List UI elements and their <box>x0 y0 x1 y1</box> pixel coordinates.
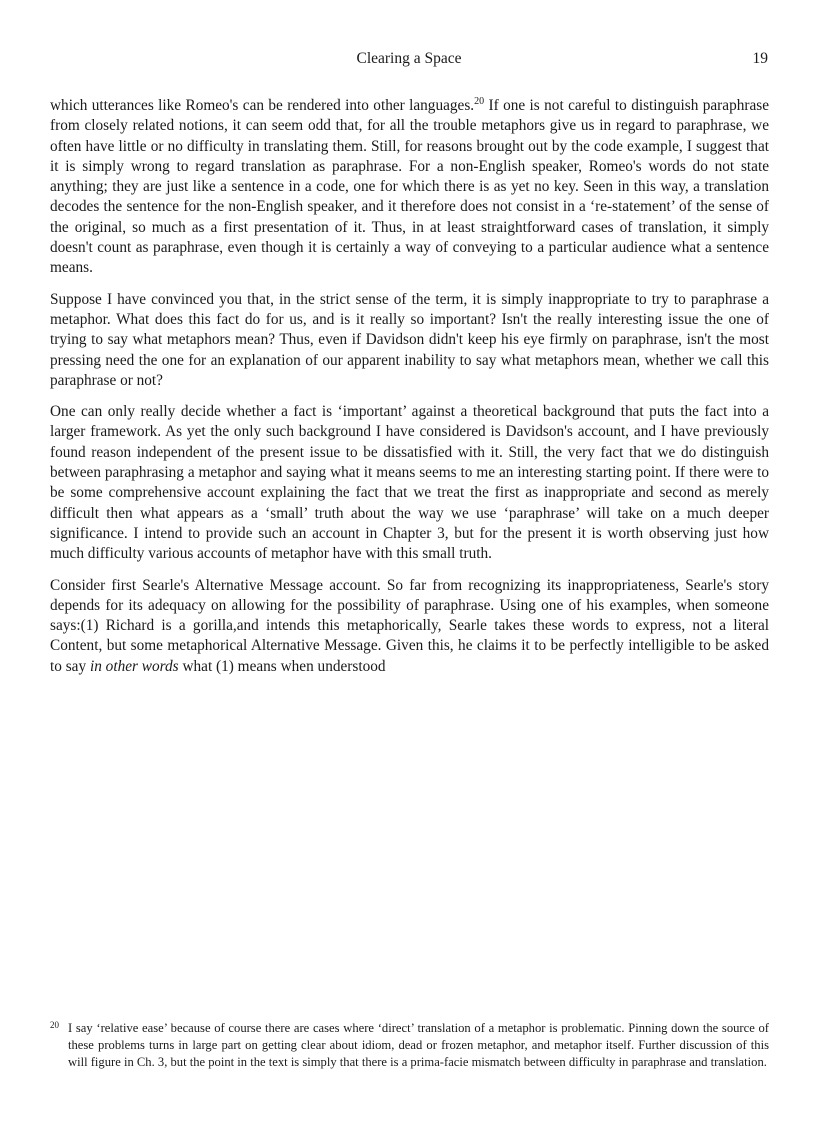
body-text <box>50 96 769 688</box>
paragraph-4-rest: what (1) means when understood <box>178 657 386 675</box>
paragraph-4-start: Consider first Searle's Alternative Message account. So far from recognizing its inappropriateness, Searle's story depends for its adequacy on allowing for the possibility of paraphrase. Using one of his examples, when someone says:(1) Richard is a gorilla,and intends this metaphorically, Searle takes these words to express, not a literal Content, but some metaphorical Alternative Message. Given this, he claims it to be perfectly intelligible to be asked to say <box>50 576 769 675</box>
footnote-reference[interactable]: 20 <box>474 95 485 107</box>
footnote <box>50 1020 769 1071</box>
running-head: Clearing a Space <box>356 50 462 67</box>
page-number: 19 <box>752 50 768 67</box>
paragraph-1-rest: If one is not careful to distinguish paraphrase from closely related notions, it can seem odd that, for all the trouble metaphors give us in regard to paraphrase, we often have little or no difficulty in translating them. Still, for reasons brought out by the code example, I suggest that it is simply wrong to regard translation as paraphrase. For a non-English speaker, Romeo's words do not state anything; they are just like a sentence in a code, one for which there is as yet no key. Seen in this way, a translation decodes the sentence for the non-English speaker, and it therefore does not consist in a ‘re-statement’ of the sense of the original, so much as a first presentation of it. Thus, in at least straightforward cases of translation, it simply doesn't count as paraphrase, even though it is certainly a way of conveying to a particular audience what a sentence means. <box>50 97 769 277</box>
footnote-text: I say ‘relative ease’ because of course there are cases where ‘direct’ translation of a metaphor is problematic. Pinning down the source of these problems turns in large part on getting clear about idiom, dead or frozen metaphor, and metaphor itself. Further discussion of this will figure in Ch. 3, but the point in the text is simply that there is a prima-facie mismatch between difficulty in paraphrase and translation. <box>68 1021 769 1069</box>
paragraph-3: One can only really decide whether a fact is ‘important’ against a theoretical background that puts the fact into a larger framework. As yet the only such background I have considered is Davidson's account, and I have previously found reason independent of the present issue to be dissatisfied with it. Still, the very fact that we do distinguish between paraphrasing a metaphor and saying what it means seems to me an interesting starting point. If there were to be some comprehensive account explaining the fact that we treat the first as inappropriate and second as merely difficult then what appears as a ‘small’ truth about the way we use ‘paraphrase’ will take on a much deeper significance. I intend to provide such an account in Chapter 3, but for the present it is worth observing just how much difficulty various accounts of metaphor have with this small truth. <box>50 403 769 563</box>
paragraph-2: Suppose I have convinced you that, in the strict sense of the term, it is simply inappropriate to try to paraphrase a metaphor. What does this fact do for us, and is it really so important? Isn't the really interesting issue the one of trying to say what metaphors mean? Thus, even if Davidson didn't keep his eye firmly on paraphrase, isn't the most pressing need the one for an explanation of our apparent inability to say what metaphors mean, whether we call this paraphrase or not? <box>50 290 769 389</box>
paragraph-1 <box>50 96 769 279</box>
footnote-mark: 20 <box>50 1020 59 1030</box>
paragraph-1-start: which utterances like Romeo's can be rendered into other languages. <box>50 97 475 114</box>
italic-phrase: in other words <box>89 657 179 675</box>
page-header <box>50 50 768 70</box>
paragraph-4 <box>50 576 769 677</box>
